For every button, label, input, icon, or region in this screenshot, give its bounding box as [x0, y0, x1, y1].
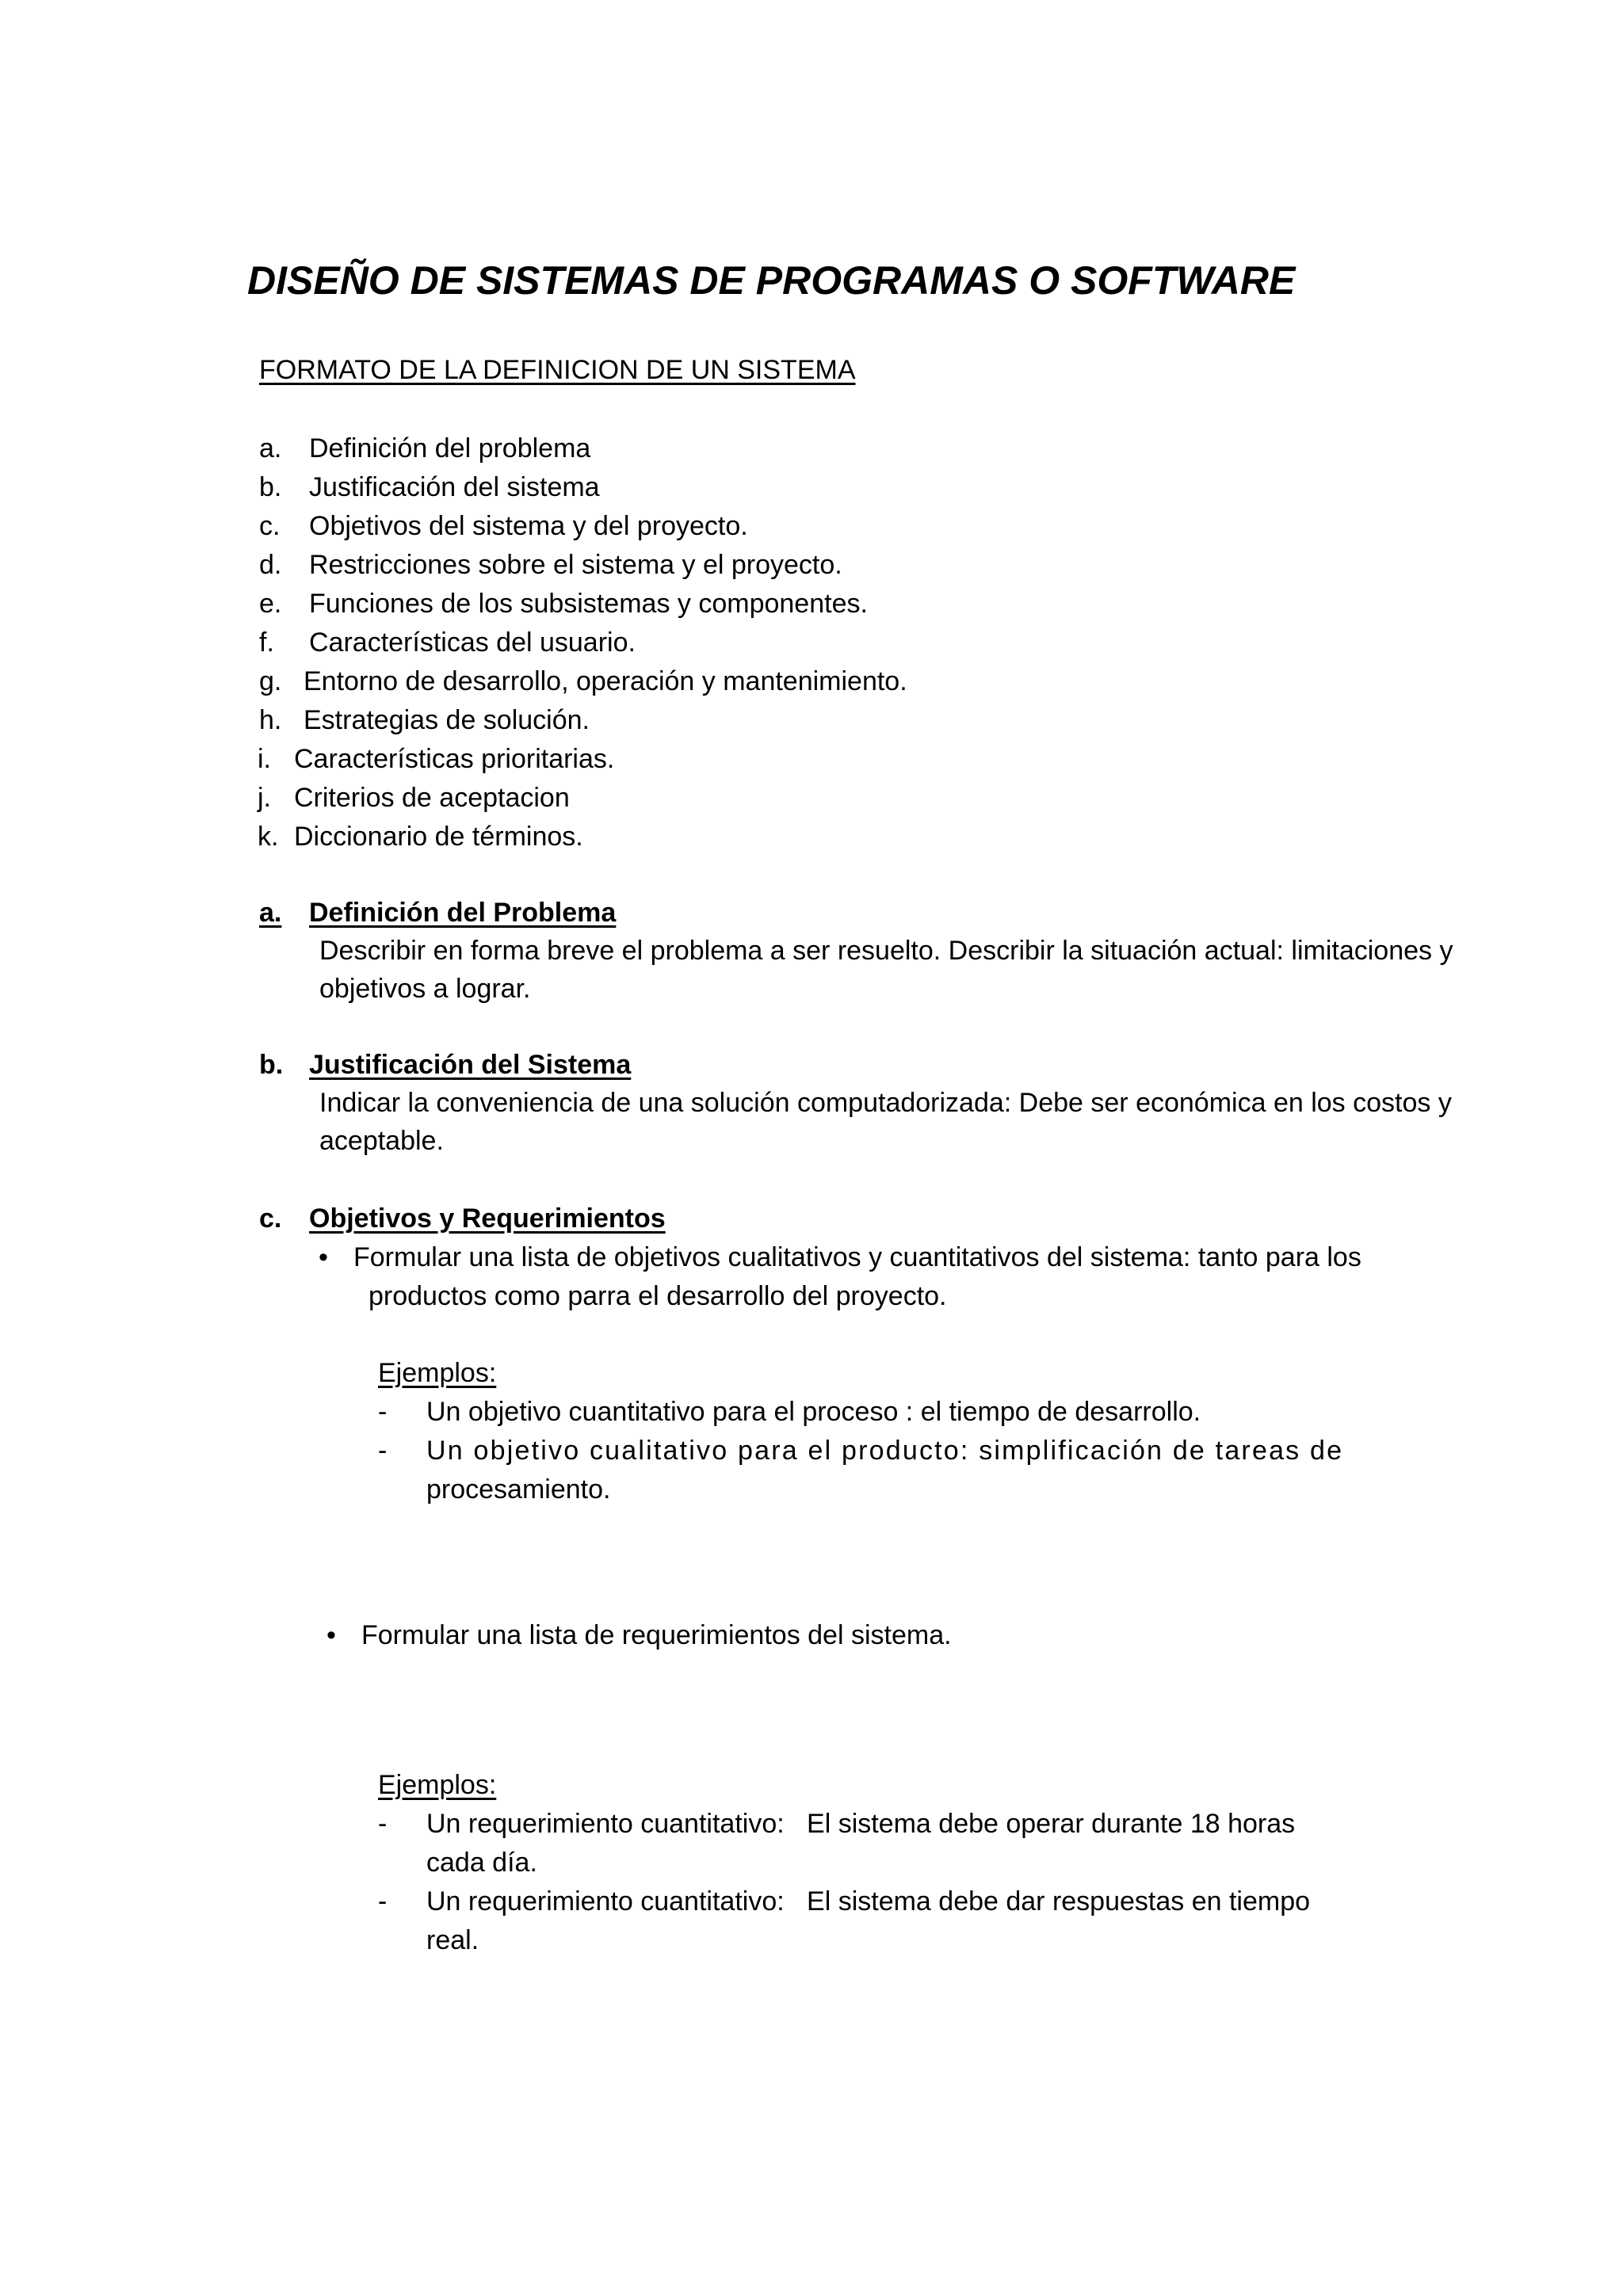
toc-letter: e. [259, 589, 282, 619]
toc-text: Características prioritarias. [294, 744, 615, 774]
toc-letter: j. [258, 783, 271, 813]
toc-text: Definición del problema [309, 433, 591, 463]
example-text: cada día. [426, 1848, 537, 1878]
toc-letter: i. [258, 744, 271, 774]
toc-letter: g. [259, 666, 282, 696]
examples-label: Ejemplos: [378, 1358, 497, 1388]
toc-text: Entorno de desarrollo, operación y mantenimiento. [304, 666, 907, 696]
toc-text: Criterios de aceptacion [294, 783, 570, 813]
section-b-text: Indicar la conveniencia de una solución computadorizada: Debe ser económica en los costos y [319, 1088, 1452, 1118]
toc-letter: d. [259, 550, 282, 580]
example-text: real. [426, 1925, 479, 1955]
dash-icon: - [378, 1809, 388, 1839]
toc-letter: f. [259, 627, 274, 658]
dash-icon: - [378, 1436, 388, 1466]
dash-icon: - [378, 1886, 388, 1917]
toc-text: Características del usuario. [309, 627, 636, 658]
section-b-text: aceptable. [319, 1126, 444, 1156]
bullet-text: Formular una lista de objetivos cualitativos y cuantitativos del sistema: tanto para los [353, 1242, 1361, 1272]
section-a-heading: Definición del Problema [309, 898, 617, 928]
example-text: Un requerimiento cuantitativo: El sistema debe operar durante 18 horas [426, 1809, 1296, 1839]
bullet-icon: • [327, 1620, 336, 1650]
bullet-text: productos como parra el desarrollo del proyecto. [369, 1281, 947, 1311]
document-title: DISEÑO DE SISTEMAS DE PROGRAMAS O SOFTWARE [247, 258, 1296, 303]
section-a-text: Describir en forma breve el problema a ser resuelto. Describir la situación actual: limitaciones y [319, 936, 1453, 966]
toc-letter: a. [259, 433, 282, 463]
section-a-letter: a. [259, 898, 282, 928]
examples-label: Ejemplos: [378, 1770, 497, 1800]
toc-text: Restricciones sobre el sistema y el proyecto. [309, 550, 842, 580]
toc-text: Diccionario de términos. [294, 822, 583, 852]
bullet-text: Formular una lista de requerimientos del sistema. [361, 1620, 952, 1650]
example-text: Un objetivo cualitativo para el producto: simplificación de tareas de [426, 1436, 1344, 1466]
section-b-letter: b. [259, 1050, 284, 1080]
bullet-icon: • [319, 1242, 328, 1272]
example-text: procesamiento. [426, 1474, 611, 1505]
toc-text: Justificación del sistema [309, 472, 600, 502]
toc-letter: b. [259, 472, 282, 502]
toc-text: Funciones de los subsistemas y componentes. [309, 589, 868, 619]
toc-text: Objetivos del sistema y del proyecto. [309, 511, 748, 541]
toc-letter: h. [259, 705, 282, 735]
section-c-heading: Objetivos y Requerimientos [309, 1203, 666, 1234]
example-text: Un requerimiento cuantitativo: El sistema debe dar respuestas en tiempo [426, 1886, 1311, 1917]
example-text: Un objetivo cuantitativo para el proceso : el tiempo de desarrollo. [426, 1397, 1201, 1427]
section-b-heading: Justificación del Sistema [309, 1050, 632, 1080]
toc-letter: k. [258, 822, 279, 852]
toc-letter: c. [259, 511, 281, 541]
dash-icon: - [378, 1397, 388, 1427]
toc-text: Estrategias de solución. [304, 705, 590, 735]
document-subtitle: FORMATO DE LA DEFINICION DE UN SISTEMA [259, 355, 856, 385]
section-a-text: objetivos a lograr. [319, 974, 531, 1004]
section-c-letter: c. [259, 1203, 282, 1234]
